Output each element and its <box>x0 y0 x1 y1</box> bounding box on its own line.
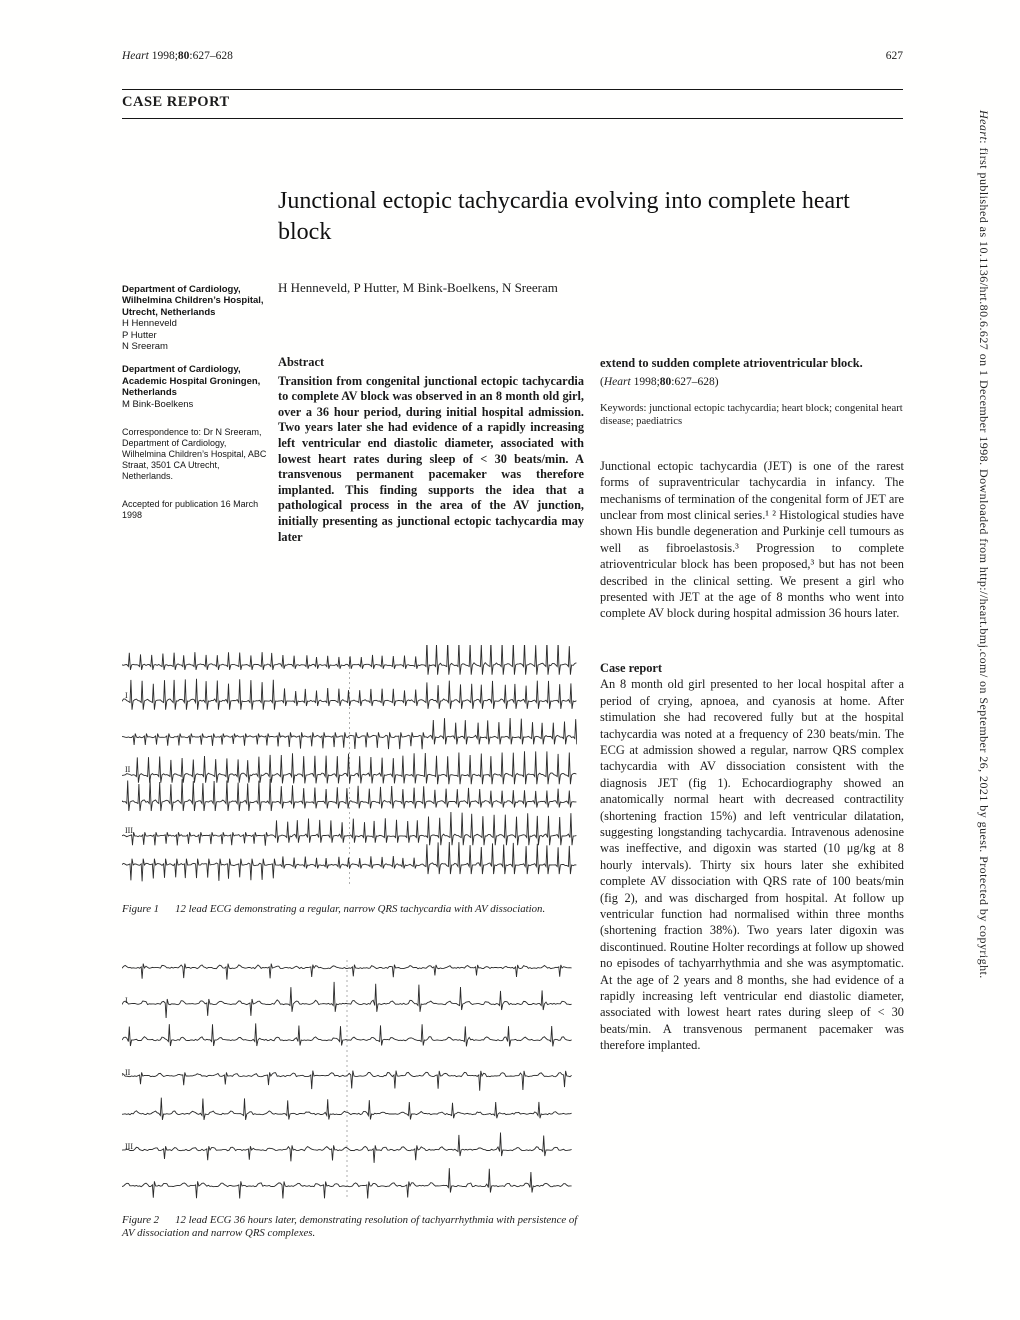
affiliation-1-header: Department of Cardiology, Wilhelmina Children’s Hospital, Utrecht, Netherlands <box>122 284 264 318</box>
bottom-divider <box>122 118 903 119</box>
correspondence-note: Correspondence to: Dr N Sreeram, Department of Cardiology, Wilhelmina Children’s Hospital, ABC Straat, 3501 CA Utrecht, Netherlands. <box>122 427 267 482</box>
author-name: H Henneveld <box>122 318 177 330</box>
ecg-trace-figure-2 <box>122 948 572 1204</box>
copyright-text: : first published as 10.1136/hrt.80.6.627 on 1 December 1998. Downloaded from http://heart.bmj.com/ on September 26, 2021 by guest. Protected by copyright. <box>977 140 991 979</box>
copyright-sidebar <box>976 110 991 1280</box>
journal-name: Heart <box>603 376 631 389</box>
author-name: M Bink-Boelkens <box>122 398 194 410</box>
figure-2-caption <box>122 1214 578 1240</box>
citation-pages: :627–628 <box>189 50 233 62</box>
case-report-heading: Case report <box>600 660 663 675</box>
keywords: Keywords: junctional ectopic tachycardia; heart block; congenital heart disease; paediatrics <box>600 402 903 427</box>
affiliations-sidebar <box>122 284 272 521</box>
affiliation-1-names <box>122 318 272 352</box>
right-column <box>600 355 904 1054</box>
ecg-lead-label: II <box>125 1068 131 1077</box>
journal-citation <box>122 50 233 62</box>
ecg-lead-label: III <box>125 1142 133 1151</box>
ecg-trace-figure-1 <box>122 645 577 893</box>
accepted-note: Accepted for publication 16 March 1998 <box>122 499 259 521</box>
abstract-continuation: extend to sudden complete atrioventricular block. <box>600 356 863 370</box>
ecg-lead-label: I <box>125 996 128 1005</box>
citation-volume: 80 <box>177 50 190 62</box>
article-title: Junctional ectopic tachycardia evolving into complete heart block <box>278 188 850 245</box>
citation-pages: :627–628) <box>671 376 719 389</box>
running-header <box>122 50 903 62</box>
figure-2 <box>122 948 578 1240</box>
author-name: P Hutter <box>122 329 157 341</box>
ecg-lead-label: III <box>125 826 133 835</box>
case-report-paragraph: An 8 month old girl presented to her local hospital after a period of crying, apnoea, and cyanosis at home. After stimulation she had recovered fully but at the hospital tachycardia was noted at a frequency of 230 beats/min. The ECG at admission showed a regular, narrow QRS complex tachycardia with AV dissociation consistent with the diagnosis JET (fig 1). Echocardiography showed an anatomically normal heart with decreased contractility (shortening fraction 15%) and left ventricular dilatation, suggesting longstanding tachycardia. Intravenous adenosine was ineffective, and digoxin was started (10 μg/kg at 8 hourly intervals). Thirty six hours later she exhibited complete AV dissociation with QRS rate of 100 beats/min (fig 2), and was discharged from hospital. At follow up ventricular function had normalised within three months (shortening fraction 38%). Two years later digoxin was discontinued. Routine Holter recordings at follow up showed no episodes of tachyarrhythmia and she was asymptomatic. At the age of 2 years and 8 months, she had evidence of a rapidly increasing left ventricular end diastolic diameter, associated with lowest heart rates during sleep of < 30 beats/min. A transvenous permanent pacemaker was therefore implanted. <box>600 677 904 1053</box>
abstract-heading: Abstract <box>278 355 325 369</box>
affiliation-2-names <box>122 399 272 410</box>
intro-paragraph: Junctional ectopic tachycardia (JET) is one of the rarest forms of supraventricular tachycardia in infancy. The mechanisms of termination of the congenital form of JET are unclear from most clinical series.¹ ² Histological studies have shown His bundle degeneration and Purkinje cell tumours as well as fibroelastosis.³ Progression to complete atrioventricular block has been proposed,³ but has not been described in the clinical setting. We present a girl who presented with JET at the age of 8 months who went into complete AV block during hospital admission 36 hours later. <box>600 458 904 621</box>
author-name: N Sreeram <box>122 341 168 353</box>
figure-1 <box>122 645 578 916</box>
figure-1-caption <box>122 903 578 916</box>
figure-2-label: Figure 2 <box>122 1214 160 1226</box>
citation-volume: 80 <box>659 376 672 389</box>
journal-name: Heart <box>977 110 991 141</box>
abstract-section <box>278 355 584 545</box>
citation-year: 1998; <box>148 50 178 62</box>
abstract-text: Transition from congenital junctional ectopic tachycardia to complete AV block was observed in an 8 month old girl, over a 36 hour period, during initial hospital admission. Two years later she had evidence of a rapidly increasing left ventricular end diastolic diameter, associated with lowest heart rates during sleep of < 30 beats/min. A transvenous permanent pacemaker was therefore implanted. This finding supports the idea that a pathological process in the area of the AV junction, initially presenting as junctional ectopic tachycardia may later <box>278 373 584 544</box>
journal-name: Heart <box>122 50 149 62</box>
citation-line <box>600 374 904 390</box>
authors-line: H Henneveld, P Hutter, M Bink-Boelkens, N Sreeram <box>278 280 558 295</box>
affiliation-2-header: Department of Cardiology, Academic Hospital Groningen, Netherlands <box>122 364 261 399</box>
section-label: CASE REPORT <box>122 94 230 110</box>
figure-2-caption-text: 12 lead ECG 36 hours later, demonstrating resolution of tachyarrhythmia with persistence of AV dissociation and narrow QRS complexes. <box>122 1214 578 1240</box>
ecg-lead-label: I <box>125 691 128 700</box>
ecg-image-1 <box>122 645 578 898</box>
ecg-lead-label: II <box>125 765 131 774</box>
figure-1-caption-text: 12 lead ECG demonstrating a regular, narrow QRS tachycardia with AV dissociation. <box>175 903 546 915</box>
top-divider <box>122 89 903 90</box>
page-number: 627 <box>885 50 903 62</box>
citation-year: 1998; <box>630 376 660 389</box>
figure-1-label: Figure 1 <box>122 903 160 915</box>
citation-paren: ( <box>600 376 604 389</box>
ecg-image-2 <box>122 948 578 1209</box>
